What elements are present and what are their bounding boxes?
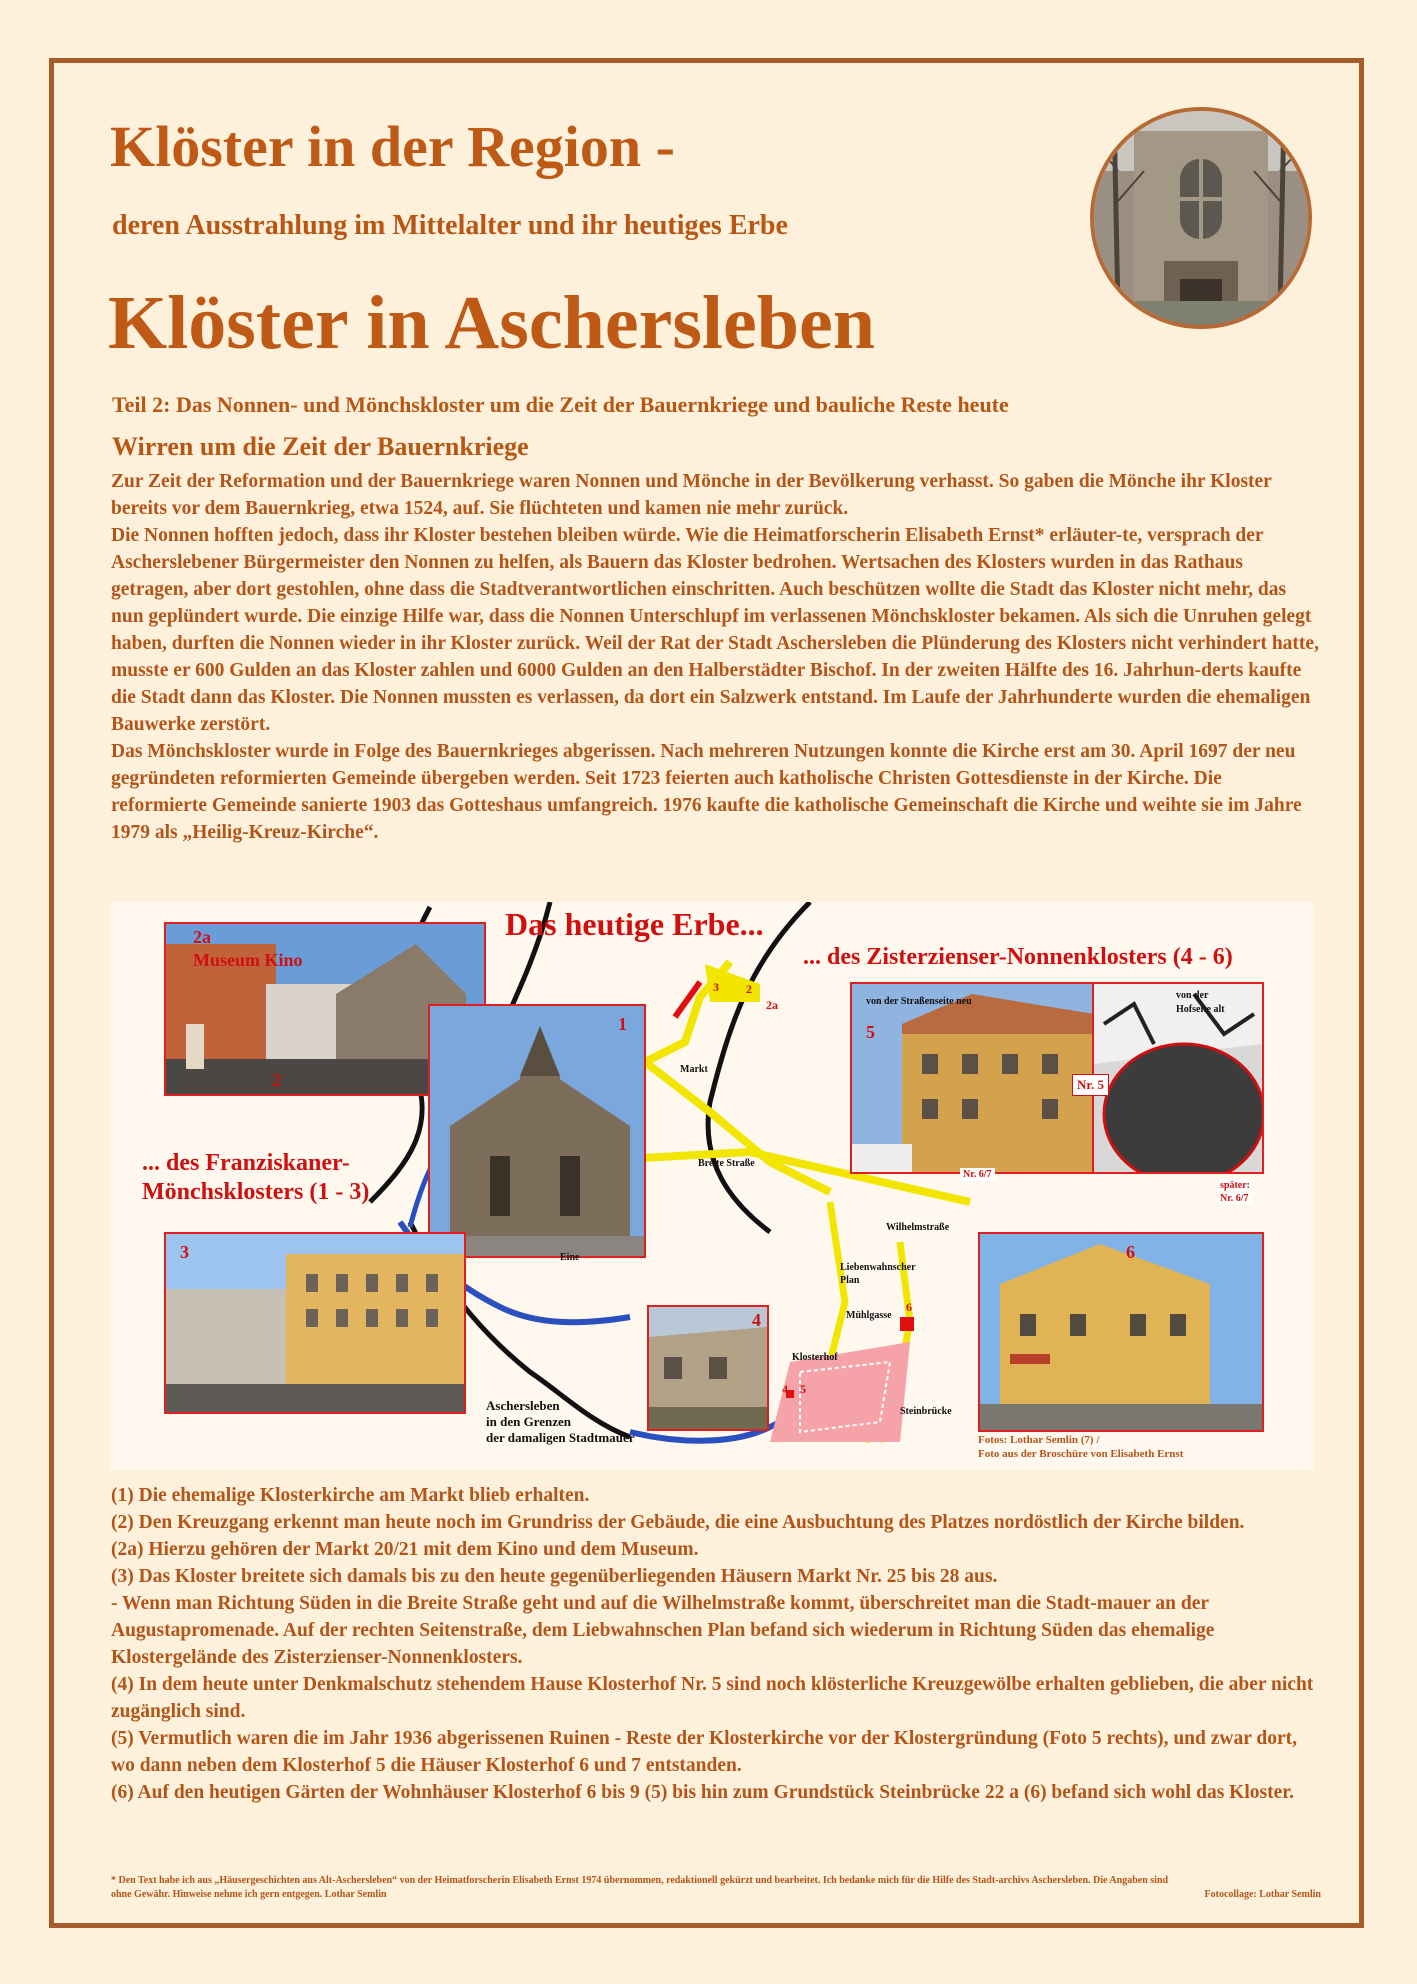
map-label-breite: Breite Straße	[698, 1158, 755, 1169]
map-marker-2: 2	[746, 982, 752, 996]
notes-list	[111, 1482, 1321, 1806]
monks-label: ... des Franziskaner-	[142, 1150, 350, 1176]
photo-2a-number: 2a	[193, 927, 211, 947]
photo-5-tag-2: Nr. 6/7	[960, 1168, 995, 1181]
map-label-muehl: Mühlgasse	[846, 1310, 892, 1321]
footer-note: * Den Text habe ich aus „Häusergeschichten aus Alt-Aschersleben“ von der Heimatforscherin Elisabeth Ernst 1974 übernommen, redaktionell gekürzt und bearbeitet. Ich bedanke mich für die Hilfe des Stadt-archivs Aschersleben. Die Angaben sind ohne Gewähr. Hinweise nehme ich gern entgegen. Lothar Semlin	[111, 1875, 1169, 1900]
photo-2a-label: Museum Kino	[193, 950, 303, 970]
section-heading: Wirren um die Zeit der Bauernkriege	[112, 432, 529, 461]
footer	[111, 1874, 1321, 1902]
church-portrait-photo	[1090, 107, 1312, 329]
map-label-klosterhof: Klosterhof	[792, 1352, 838, 1363]
note-item: - Wenn man Richtung Süden in die Breite Straße geht und auf die Wilhelmstraße kommt, überschreitet man die Stadt-mauer an der Augustapromenade. Auf der rechten Seitenstraße, dem Liebwahnschen Plan befand sich wiederum in Richtung Süden das ehemalige Klostergelände des Zisterzienser-Nonnenklosters.	[111, 1593, 1215, 1668]
photo-klosterhof-street	[850, 982, 1096, 1174]
body-paragraph: Das Mönchskloster wurde in Folge des Bauernkrieges abgerissen. Nach mehreren Nutzungen konnte die Kirche erst am 30. April 1697 der neu gegründeten reformierten Gemeinde übergeben werden. Seit 1723 feierten auch katholische Christen Gottesdienste in der Kirche. Die reformierte Gemeinde sanierte 1903 das Gotteshaus umfangreich. 1976 kaufte die katholische Gemeinschaft die Kirche und weihte sie im Jahre 1979 als „Heilig-Kreuz-Kirche“.	[111, 741, 1302, 843]
photo-2a-marker: 2	[272, 1070, 281, 1090]
map-label-city: Aschersleben	[486, 1398, 560, 1413]
note-item: (5) Vermutlich waren die im Jahr 1936 abgerissenen Ruinen - Reste der Klosterkirche vor der Klostergründung (Foto 5 rechts), und zwar dort, wo dann neben dem Klosterhof 5 die Häuser Klosterhof 6 und 7 entstanden.	[111, 1728, 1298, 1776]
page-title: Klöster in der Region -	[110, 114, 675, 179]
map-marker-6: 6	[906, 1300, 912, 1314]
photo-credit: Foto aus der Broschüre von Elisabeth Ernst	[978, 1448, 1184, 1460]
photo-6-number: 6	[1126, 1242, 1135, 1262]
note-item: (2) Den Kreuzgang erkennt man heute noch im Grundriss der Gebäude, die eine Ausbuchtung des Platzes nordöstlich der Kirche bilden.	[111, 1512, 1245, 1533]
photo-5-tag: Nr. 5	[1072, 1074, 1109, 1096]
map-label-steinbruecke: Steinbrücke	[900, 1406, 952, 1417]
photo-3-number: 3	[180, 1242, 189, 1262]
part-heading: Teil 2: Das Nonnen- und Mönchskloster um die Zeit der Bauernkriege und bauliche Reste heute	[112, 392, 1009, 417]
photo-5-later: Nr. 6/7	[1220, 1193, 1249, 1204]
map-label-eine: Eine	[560, 1252, 580, 1263]
note-item: (4) In dem heute unter Denkmalschutz stehendem Hause Klosterhof Nr. 5 sind noch klösterliche Kreuzgewölbe erhalten geblieben, die aber nicht zugänglich sind.	[111, 1674, 1314, 1722]
map-marker-4: 4	[782, 1382, 788, 1396]
map-marker-5: 5	[800, 1382, 806, 1396]
note-item: (1) Die ehemalige Klosterkirche am Markt blieb erhalten.	[111, 1485, 590, 1506]
map-label-liebwahn: Plan	[840, 1275, 860, 1286]
body-paragraph: Die Nonnen hofften jedoch, dass ihr Kloster bestehen bleiben würde. Wie die Heimatforscherin Elisabeth Ernst* erläuter-te, versprach der Ascherslebener Bürgermeister den Nonnen zu helfen, als Bauern das Kloster bedrohen. Wertsachen des Klosters wurden in das Rathaus getragen, aber dort gestohlen, ohne dass die Stadtverantwortlichen einschritten. Auch beschützen wollte die Stadt das Kloster nicht mehr, das nun geplündert wurde. Die einzige Hilfe war, dass die Nonnen Unterschlupf im verlassenen Mönchskloster bekamen. Als sich die Unruhen gelegt haben, durften die Nonnen wieder in ihr Kloster zurück. Weil der Rat der Stadt Aschersleben die Plünderung des Klosters nicht verhindert hatte, musste er 600 Gulden an das Kloster zahlen und 6000 Gulden an den Halberstädter Bischof. In der zweiten Hälfte des 16. Jahrhun-derts kaufte die Stadt dann das Kloster. Die Nonnen mussten es verlassen, da dort ein Salzwerk entstand. Im Laufe der Jahrhunderte wurden die ehemaligen Bauwerke zerstört.	[111, 525, 1319, 735]
map-marker-3: 3	[713, 980, 719, 994]
body-text	[111, 468, 1321, 846]
footer-credit: Fotocollage: Lothar Semlin	[1204, 1889, 1321, 1900]
photo-5-number: 5	[866, 1022, 875, 1042]
photo-5-caption-left: von der Straßenseite neu	[866, 996, 972, 1007]
photo-steinbruecke	[978, 1232, 1264, 1432]
map-label-liebwahn: Liebenwahnscher	[840, 1262, 916, 1273]
page-subtitle: deren Ausstrahlung im Mittelalter und ihr heutiges Erbe	[112, 210, 788, 241]
map-marker-2a: 2a	[766, 998, 778, 1012]
note-item: (3) Das Kloster breitete sich damals bis zu den heute gegenüberliegenden Häusern Markt Nr. 25 bis 28 aus.	[111, 1566, 998, 1587]
main-title: Klöster in Aschersleben	[108, 281, 876, 365]
map-label-wilhelm: Wilhelmstraße	[886, 1222, 950, 1233]
photo-5-caption-right: von der	[1176, 990, 1209, 1001]
note-item: (2a) Hierzu gehören der Markt 20/21 mit dem Kino und dem Museum.	[111, 1539, 699, 1560]
photo-klosterhof-5	[647, 1305, 769, 1431]
collage-heading: Das heutige Erbe...	[505, 906, 764, 942]
photo-credit: Fotos: Lothar Semlin (7) /	[978, 1434, 1100, 1446]
body-paragraph: Zur Zeit der Reformation und der Bauernkriege waren Nonnen und Mönche in der Bevölkerung verhasst. So gaben die Mönche ihr Kloster bereits vor dem Bauernkrieg, etwa 1524, auf. Sie flüchteten und kamen nie mehr zurück.	[111, 471, 1272, 519]
photo-4-number: 4	[752, 1310, 761, 1330]
photo-klosterkirche	[428, 1004, 646, 1258]
monks-label: Mönchsklosters (1 - 3)	[142, 1179, 370, 1205]
map-label-city: in den Grenzen	[486, 1414, 571, 1429]
photo-5-caption-right: Hofseite alt	[1176, 1004, 1225, 1015]
note-item: (6) Auf den heutigen Gärten der Wohnhäuser Klosterhof 6 bis 9 (5) bis hin zum Grundstück Steinbrücke 22 a (6) befand sich wohl das Kloster.	[111, 1782, 1294, 1803]
photo-markt-houses	[164, 1232, 466, 1414]
photo-1-number: 1	[618, 1014, 627, 1034]
photo-5-later: später:	[1220, 1180, 1250, 1191]
nuns-label: ... des Zisterzienser-Nonnenklosters (4 - 6)	[803, 944, 1233, 970]
map-label-markt: Markt	[680, 1064, 708, 1075]
map-label-city: der damaligen Stadtmauer	[486, 1430, 635, 1445]
heritage-collage	[110, 902, 1314, 1470]
